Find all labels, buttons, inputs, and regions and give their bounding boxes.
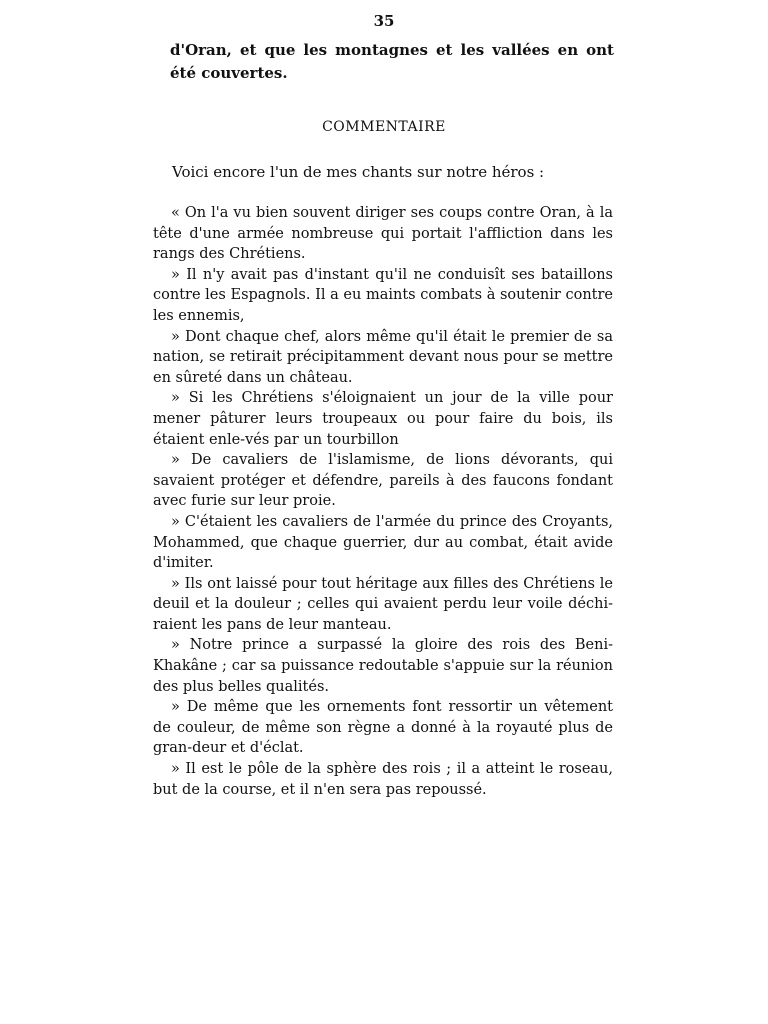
poem-stanza-5: » De cavaliers de l'islamisme, de lions dévorants, qui savaient protéger et défendre, pareils à des faucons fondant avec furie sur leur proie.: [153, 452, 613, 510]
continued-paragraph: d'Oran, et que les montagnes et les vallées en ont été couvertes.: [170, 41, 614, 82]
poem-stanza-3: » Dont chaque chef, alors même qu'il était le premier de sa nation, se retirait précipitamment devant nous pour se mettre en sûreté dans un château.: [153, 328, 613, 386]
poem-stanza-7: » Ils ont laissé pour tout héritage aux filles des Chrétiens le deuil et la douleur ; celles qui avaient perdu leur voile déchi-raient les pans de leur manteau.: [153, 575, 613, 633]
page-number: 35: [373, 12, 395, 30]
poem-stanza-1: « On l'a vu bien souvent diriger ses coups contre Oran, à la tête d'une armée nombreuse qui portait l'affliction dans les rangs des Chrétiens.: [153, 205, 613, 263]
intro-paragraph: Voici encore l'un de mes chants sur notre héros :: [172, 163, 545, 181]
poem-stanza-2: » Il n'y avait pas d'instant qu'il ne conduisît ses bataillons contre les Espagnols. Il a eu maints combats à soutenir contre les ennemis,: [153, 266, 613, 324]
poem-body: [153, 203, 613, 800]
poem-stanza-9: » De même que les ornements font ressortir un vêtement de couleur, de même son règne a donné à la royauté plus de gran-deur et d'éclat.: [153, 699, 613, 757]
poem-stanza-8: » Notre prince a surpassé la gloire des rois des Beni-Khakâne ; car sa puissance redoutable s'appuie sur la réunion des plus belles qualités.: [153, 637, 613, 695]
poem-stanza-4: » Si les Chrétiens s'éloignaient un jour de la ville pour mener pâturer leurs troupeaux ou pour faire du bois, ils étaient enle-vés par un tourbillon: [153, 390, 613, 448]
section-heading: COMMENTAIRE: [322, 119, 446, 135]
poem-stanza-10: » Il est le pôle de la sphère des rois ; il a atteint le roseau, but de la course, et il n'en sera pas repoussé.: [153, 761, 613, 798]
poem-stanza-6: » C'étaient les cavaliers de l'armée du prince des Croyants, Mohammed, que chaque guerrier, dur au combat, était avide d'imiter.: [153, 513, 613, 572]
